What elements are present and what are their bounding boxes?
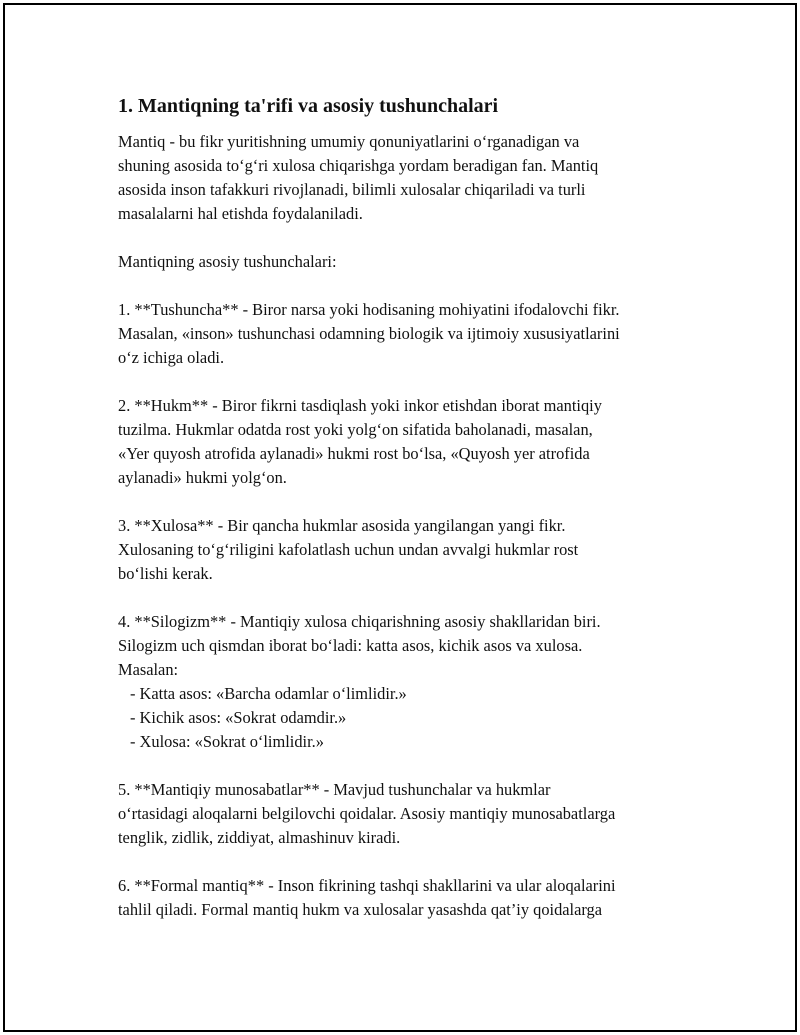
text-line: 6. **Formal mantiq** - Inson fikrining tashqi shakllarini va ular aloqalarini (118, 876, 616, 895)
item-xulosa (118, 514, 698, 586)
text-line: o‘z ichiga oladi. (118, 348, 225, 367)
text-line: tahlil qiladi. Formal mantiq hukm va xulosalar yasashda qat’iy qoidalarga (118, 900, 603, 919)
text-line: Masalan: (118, 660, 179, 679)
item-silogizm (118, 610, 698, 754)
text-line: tenglik, zidlik, ziddiyat, almashinuv kiradi. (118, 828, 401, 847)
text-line: 2. **Hukm** - Biror fikrni tasdiqlash yoki inkor etishdan iborat mantiqiy (118, 396, 602, 415)
intro-paragraph (118, 130, 698, 226)
text-line: masalalarni hal etishda foydalaniladi. (118, 204, 363, 223)
example-line: - Kichik asos: «Sokrat odamdir.» (130, 708, 347, 727)
text-line: Xulosaning to‘g‘riligini kafolatlash uchun undan avvalgi hukmlar rost (118, 540, 579, 559)
text-line: 5. **Mantiqiy munosabatlar** - Mavjud tushunchalar va hukmlar (118, 780, 551, 799)
section-heading: 1. Mantiqning ta'rifi va asosiy tushunchalari (118, 95, 499, 117)
text-line: bo‘lishi kerak. (118, 564, 213, 583)
text-line: Mantiqning asosiy tushunchalari: (118, 252, 337, 271)
item-formal-mantiq (118, 874, 698, 922)
example-line: - Katta asos: «Barcha odamlar o‘limlidir.» (130, 684, 407, 703)
text-line: «Yer quyosh atrofida aylanadi» hukmi rost bo‘lsa, «Quyosh yer atrofida (118, 444, 590, 463)
text-line: Masalan, «inson» tushunchasi odamning biologik va ijtimoiy xususiyatlarini (118, 324, 620, 343)
text-line: aylanadi» hukmi yolg‘on. (118, 468, 287, 487)
item-tushuncha (118, 298, 698, 370)
item-munosabatlar (118, 778, 698, 850)
text-line: o‘rtasidagi aloqalarni belgilovchi qoidalar. Asosiy mantiqiy munosabatlarga (118, 804, 616, 823)
text-line: tuzilma. Hukmlar odatda rost yoki yolg‘on sifatida baholanadi, masalan, (118, 420, 593, 439)
text-line: 1. **Tushuncha** - Biror narsa yoki hodisaning mohiyatini ifodalovchi fikr. (118, 300, 620, 319)
text-line: 3. **Xulosa** - Bir qancha hukmlar asosida yangilangan yangi fikr. (118, 516, 566, 535)
document-body (118, 92, 698, 946)
text-line: Mantiq - bu fikr yuritishning umumiy qonuniyatlarini o‘rganadigan va (118, 132, 580, 151)
text-line: asosida inson tafakkuri rivojlanadi, bilimli xulosalar chiqariladi va turli (118, 180, 586, 199)
text-line: shuning asosida to‘g‘ri xulosa chiqarishga yordam beradigan fan. Mantiq (118, 156, 599, 175)
example-line: - Xulosa: «Sokrat o‘limlidir.» (130, 732, 324, 751)
item-hukm (118, 394, 698, 490)
text-line: 4. **Silogizm** - Mantiqiy xulosa chiqarishning asosiy shakllaridan biri. (118, 612, 601, 631)
text-line: Silogizm uch qismdan iborat bo‘ladi: katta asos, kichik asos va xulosa. (118, 636, 583, 655)
concepts-intro (118, 250, 698, 274)
